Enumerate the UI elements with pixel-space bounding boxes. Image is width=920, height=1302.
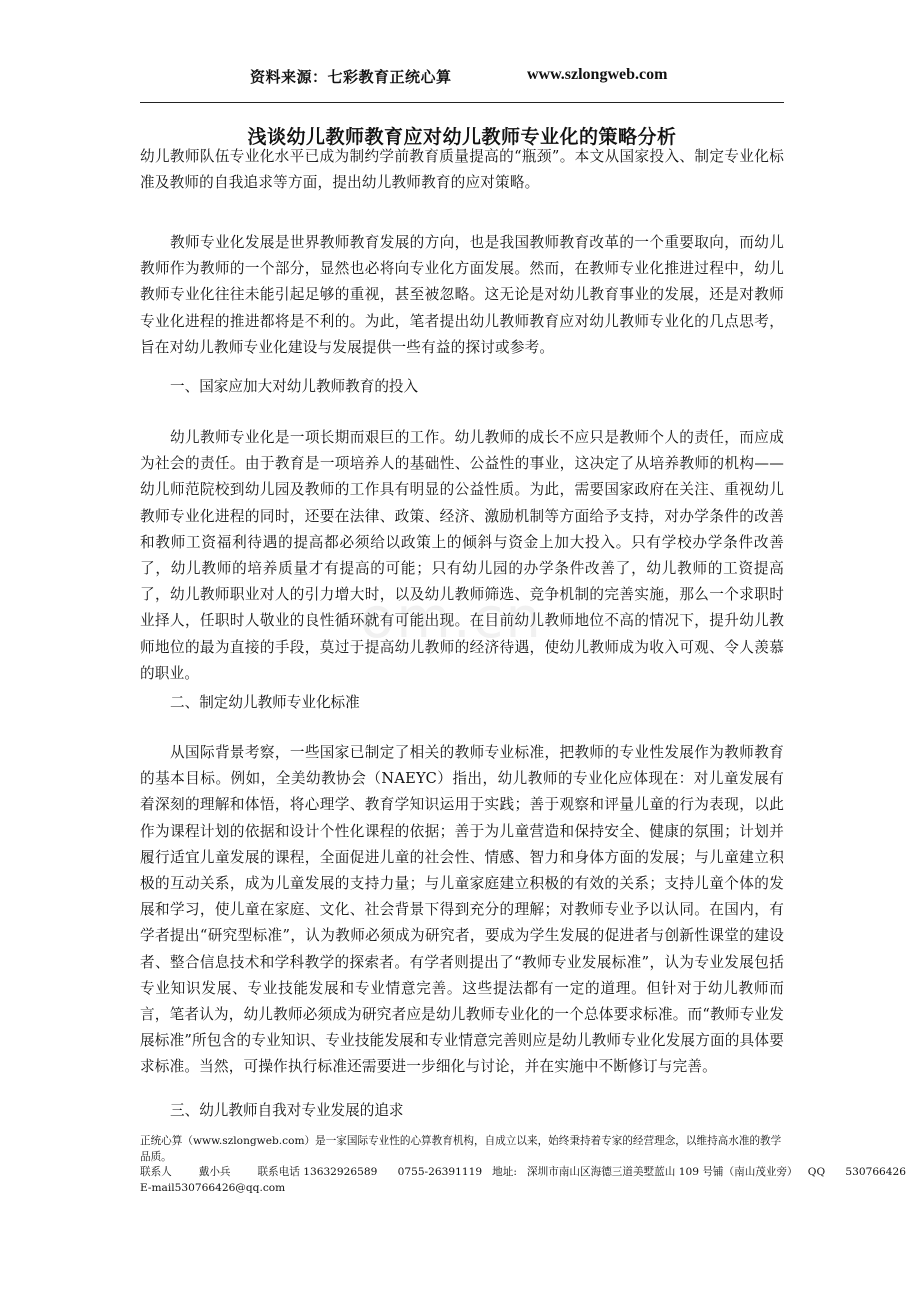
section2-paragraph: 从国际背景考察，一些国家已制定了相关的教师专业标准，把教师的专业性发展作为教师教育的基本目标。例如，全美幼教协会（NAEYC）指出，幼儿教师的专业化应体现在：对儿童发展有着深刻的理解和体悟，将心理学、教育学知识运用于实践；善于观察和评量儿童的行为表现，以此作为课程计划的依据和设计个性化课程的依据；善于为儿童营造和保持安全、健康的氛围；计划并履行适宜儿童发展的课程，全面促进儿童的社会性、情感、智力和身体方面的发展；与儿童建立积极的互动关系，成为儿童发展的支持力量；与儿童家庭建立积极的有效的关系；支持儿童个体的发展和学习，使儿童在家庭、文化、社会背景下得到充分的理解；对教师专业予以认同。在国内，有学者提出“研究型标准”，认为教师必须成为研究者，要成为学生发展的促进者与创新性课堂的建设者、整合信息技术和学科教学的探索者。有学者则提出了“教师专业发展标准”，认为专业发展包括专业知识发展、专业技能发展和专业情意完善。这些提法都有一定的道理。但针对于幼儿教师而言，笔者认为，幼儿教师必须成为研究者应是幼儿教师专业化的一个总体要求标准。而“教师专业发展标准”所包含的专业知识、专业技能发展和专业情意完善则应是幼儿教师专业化发展方面的具体要求标准。当然，可操作执行标准还需要进一步细化与讨论，并在实施中不断修订与完善。 (140, 744, 784, 1076)
address-label: 地址: (492, 1166, 517, 1179)
qq-number: 530766426 (845, 1166, 907, 1179)
phone-label: 联系电话 (257, 1166, 300, 1179)
footer-intro: 正统心算（www.szlongweb.com）是一家国际专业性的心算教育机构，自成立以来，始终秉持着专家的经营理念，以维持高水准的教学品质。 (140, 1135, 782, 1163)
section3-heading: 三、幼儿教师自我对专业发展的追求 (170, 1102, 404, 1119)
address-text: 深圳市南山区海德三道美墅蓝山 109 号铺（南山茂业旁） (527, 1166, 798, 1179)
intro-paragraph: 教师专业化发展是世界教师教育发展的方向，也是我国教师教育改革的一个重要取向，而幼儿教师作为教师的一个部分，显然也必将向专业化方面发展。然而，在教师专业化推进过程中，幼儿教师专业化往往未能引起足够的重视，甚至被忽略。这无论是对幼儿教育事业的发展，还是对教师专业化进程的推进都将是不利的。为此，笔者提出幼儿教师教育应对幼儿教师专业化的几点思考，旨在对幼儿教师专业化建设与发展提供一些有益的探讨或参考。 (140, 234, 784, 356)
header-url-link[interactable]: www.szlongweb.com (527, 66, 668, 83)
section1-paragraph: 幼儿教师专业化是一项长期而艰巨的工作。幼儿教师的成长不应只是教师个人的责任，而应成为社会的责任。由于教育是一项培养人的基础性、公益性的事业，这决定了从培养教师的机构——幼儿师范院校到幼儿园及教师的工作具有明显的公益性质。为此，需要国家政府在关注、重视幼儿教师专业化进程的同时，还要在法律、政策、经济、激励机制等方面给予支持，对办学条件的改善和教师工资福利待遇的提高都必须给以政策上的倾斜与资金上加大投入。只有学校办学条件改善了，幼儿教师的培养质量才有提高的可能；只有幼儿园的办学条件改善了，幼儿教师的工资提高了，幼儿教师职业对人的引力增大时，以及幼儿教师筛选、竞争机制的完善实施，那么一个求职时业择人，任职时人敬业的良性循环就有可能出现。在目前幼儿教师地位不高的情况下，提升幼儿教师地位的最为直接的手段，莫过于提高幼儿教师的经济待遇，使幼儿教师成为收入可观、令人羡慕的职业。 (140, 429, 784, 682)
phone-number-mobile: 13632926589 (303, 1166, 378, 1179)
contact-label: 联系人 (140, 1166, 172, 1179)
watermark-text: om.cn (360, 586, 543, 651)
phone-number-landline: 0755-26391119 (397, 1166, 483, 1179)
section2-heading: 二、制定幼儿教师专业化标准 (170, 694, 360, 711)
abstract-paragraph: 幼儿教师队伍专业化水平已成为制约学前教育质量提高的“瓶颈”。本文从国家投入、制定专业化标准及教师的自我追求等方面，提出幼儿教师教育的应对策略。 (140, 148, 784, 192)
footer-email[interactable]: E-mail530766426@qq.com (140, 1181, 286, 1194)
contact-name: 戴小兵 (198, 1166, 231, 1179)
page-footer (140, 1134, 907, 1196)
article-title: 浅谈幼儿教师教育应对幼儿教师专业化的策略分析 (247, 126, 677, 148)
header-source: 资料来源：七彩教育正统心算 (250, 68, 452, 86)
section1-heading: 一、国家应加大对幼儿教师教育的投入 (170, 378, 419, 395)
footer-contact-line (140, 1165, 907, 1181)
qq-label: QQ (807, 1166, 826, 1179)
page-header (140, 62, 784, 103)
